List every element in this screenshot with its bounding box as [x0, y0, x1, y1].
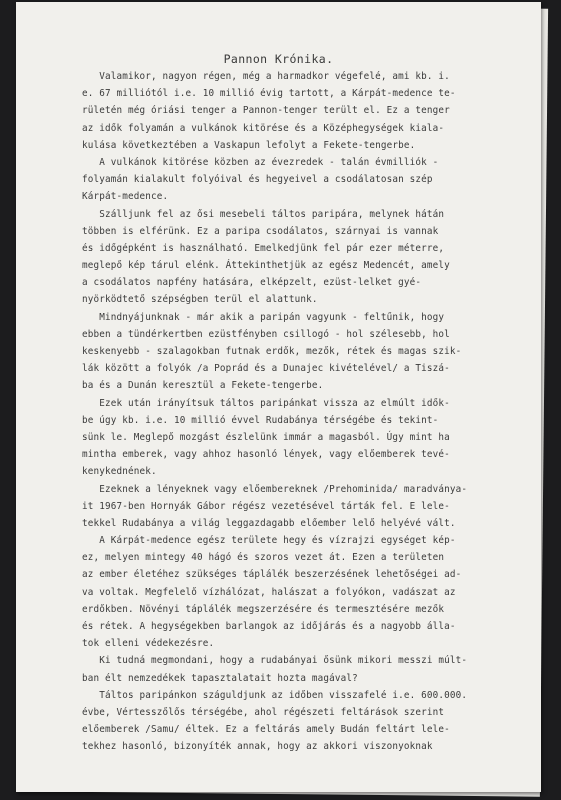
text-line: A vulkánok kitörése közben az évezredek - talán évmilliók - — [82, 156, 439, 168]
text-line: az ember életéhez szükséges táplálék beszerzésének lehetőségei ad- — [82, 569, 462, 581]
text-line: nyörködtető szépségben terül el alattunk. — [82, 294, 318, 306]
text-line: a csodálatos napfény hatására, elképzelt, ezüst-lelket gyé- — [82, 277, 422, 289]
text-line: Ezek után irányítsuk táltos paripánkat vissza az elmúlt idők- — [82, 397, 450, 409]
text-line: Valamikor, nagyon régen, még a harmadkor végefelé, ami kb. i. — [82, 71, 450, 82]
text-line: ebben a tündérkertben ezüstfényben csillogó - hol szélesebb, hol — [82, 328, 450, 340]
text-line: mintha emberek, vagy ahhoz hasonló lények, vagy előemberek tevé- — [82, 449, 450, 461]
text-line: folyamán kialakult folyóival és hegyeivel a csodálatosan szép — [82, 174, 433, 186]
text-line: Kárpát-medence. — [82, 191, 169, 203]
text-line: lák között a folyók /a Poprád és a Dunajec kivételével/ a Tiszá- — [82, 363, 450, 375]
text-line: az idők folyamán a vulkánok kitörése és a Középhegységek kiala- — [82, 122, 445, 134]
text-line: többen is elférünk. Ez a paripa csodálatos, szárnyai is vannak — [82, 225, 439, 237]
text-line: Szálljunk fel az ősi mesebeli táltos paripára, melynek hátán — [82, 208, 445, 220]
text-line: ban élt nemzedékek tapasztalatait hozta magával? — [82, 672, 358, 684]
text-line: rületén még óriási tenger a Pannon-tenger terült el. Ez a tenger — [82, 105, 450, 117]
text-line: meglepő kép tárul elénk. Áttekinthetjük az egész Medencét, amely — [82, 260, 450, 272]
text-line: Mindnyájunknak - már akik a paripán vagyunk - feltűnik, hogy — [82, 311, 445, 323]
text-line: tekhez hasonló, bizonyíték annak, hogy az akkori viszonyoknak — [82, 741, 433, 753]
text-line: Ezeknek a lényeknek vagy előembereknek /Prehominida/ maradványa- — [82, 483, 468, 495]
typewritten-page — [16, 2, 541, 792]
text-line: ba és a Dunán keresztül a Fekete-tengerbe. — [82, 380, 324, 392]
text-line: it 1967-ben Hornyák Gábor régész vezetésével tárták fel. E lele- — [82, 500, 450, 512]
text-line: előemberek /Samu/ éltek. Ez a feltárás amely Budán feltárt lele- — [82, 724, 450, 736]
text-line: sünk le. Meglepő mozgást észlelünk immár a magasból. Úgy mint ha — [82, 431, 450, 443]
text-line: kenykednének. — [82, 466, 157, 478]
text-line: ez, melyen mintegy 40 hágó és szoros vezet át. Ezen a területen — [82, 552, 445, 564]
text-line: be úgy kb. i.e. 10 millió évvel Rudabánya térségébe és tekint- — [82, 414, 439, 426]
text-line: évbe, Vértesszőlős térségébe, ahol régészeti feltárások szerint — [82, 706, 445, 718]
text-line: és időgépként is használható. Emelkedjünk fel pár ezer méterre, — [82, 242, 445, 254]
document-body — [82, 68, 537, 756]
text-line: és rétek. A hegységekben barlangok az időjárás és a nagyobb álla- — [82, 621, 456, 632]
text-line: e. 67 milliótól i.e. 10 millió évig tartott, a Kárpát-medence te- — [82, 88, 456, 100]
text-line: keskenyebb - szalagokban futnak erdők, mezők, rétek és magas szik- — [82, 346, 462, 357]
text-line: va voltak. Megfelelő vízhálózat, halászat a folyókon, vadászat az — [82, 586, 456, 598]
document-title: Pannon Krónika. — [223, 52, 334, 66]
text-line: tekkel Rudabánya a világ leggazdagabb előember lelő helyévé vált. — [82, 517, 456, 529]
text-line: A Kárpát-medence egész területe hegy és vízrajzi egységet kép- — [82, 535, 456, 547]
text-line: Ki tudná megmondani, hogy a rudabányai ősünk mikori messzi múlt- — [82, 655, 468, 667]
text-line: tok elleni védekezésre. — [82, 638, 215, 650]
text-line: Táltos paripánkon száguldjunk az időben visszafelé i.e. 600.000. — [82, 689, 468, 701]
text-line: erdőkben. Növényi táplálék megszerzésére és termesztésére mezők — [82, 603, 445, 615]
text-line: kulása következtében a Vaskapun lefolyt a Fekete-tengerbe. — [82, 139, 416, 151]
